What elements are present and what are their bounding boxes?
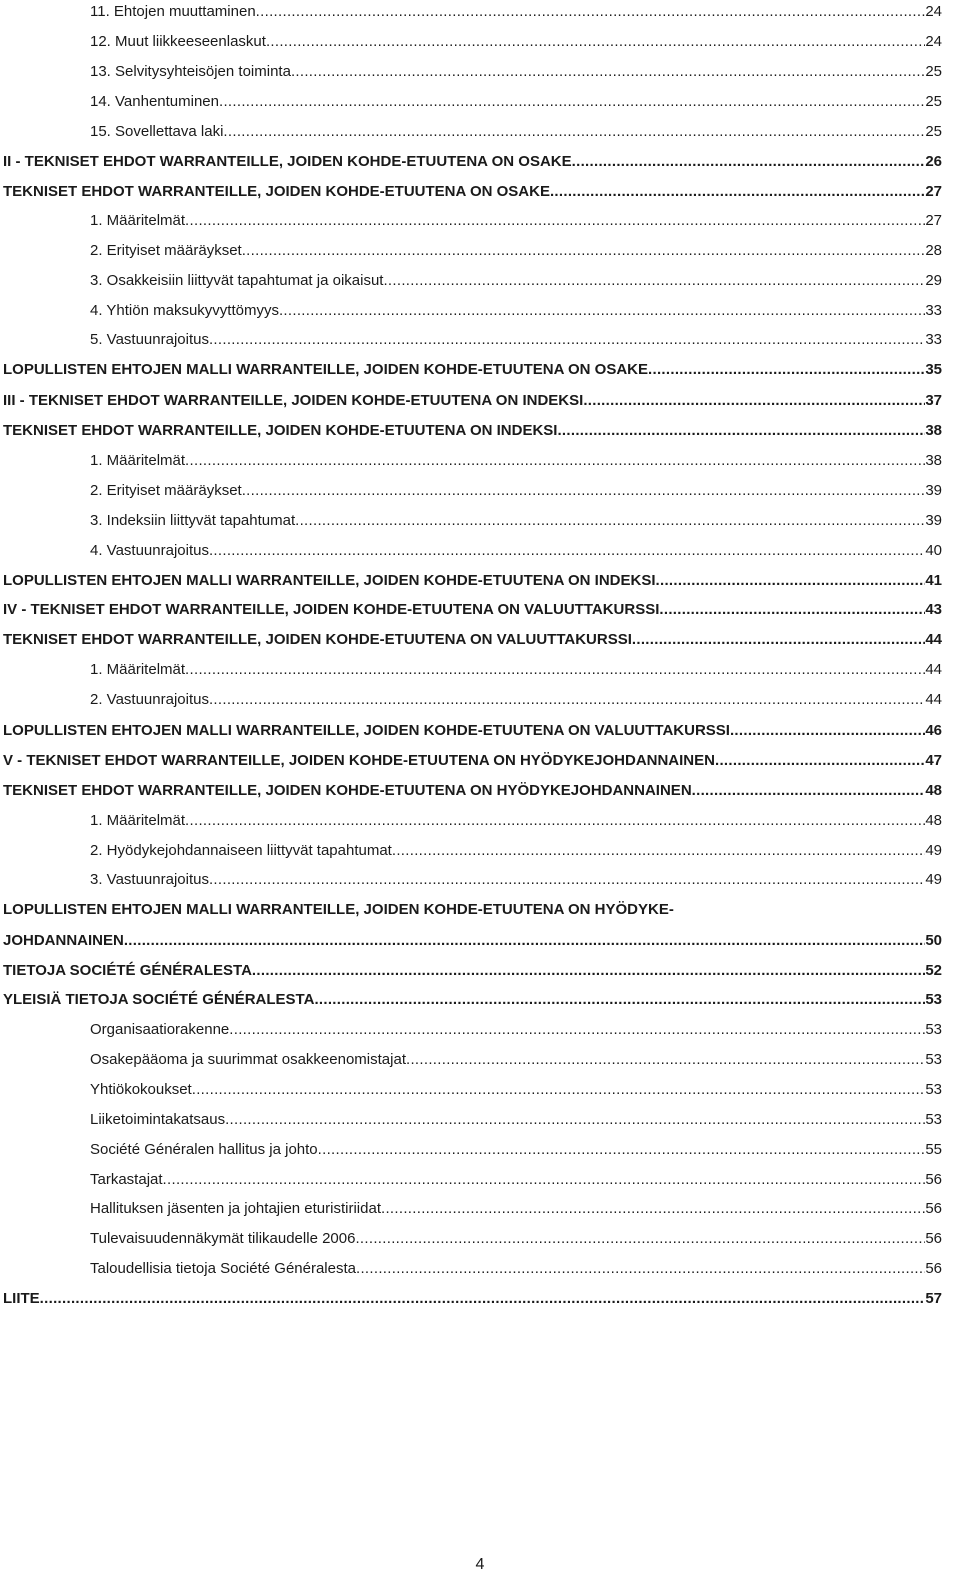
toc-entry-page: 53 bbox=[925, 1111, 942, 1128]
toc-entry[interactable] bbox=[3, 901, 942, 921]
toc-leader-dots bbox=[279, 302, 925, 319]
toc-entry-title: Liiketoimintakatsaus bbox=[90, 1111, 226, 1128]
toc-entry-page: 28 bbox=[925, 242, 942, 259]
toc-leader-dots bbox=[355, 1230, 925, 1247]
toc-leader-dots bbox=[225, 1111, 925, 1128]
toc-entry[interactable] bbox=[3, 361, 942, 381]
toc-entry-title: 2. Vastuunrajoitus bbox=[90, 691, 209, 708]
toc-entry-title: Tarkastajat bbox=[90, 1171, 163, 1188]
toc-entry-title: 5. Vastuunrajoitus bbox=[90, 331, 209, 348]
toc-entry-page: 56 bbox=[925, 1260, 942, 1277]
toc-leader-dots bbox=[124, 932, 925, 949]
toc-entry-title: 15. Sovellettava laki bbox=[90, 123, 224, 140]
toc-entry[interactable] bbox=[90, 482, 942, 502]
toc-entry-title: III - TEKNISET EHDOT WARRANTEILLE, JOIDEN KOHDE-ETUUTENA ON INDEKSI bbox=[3, 392, 584, 409]
toc-entry[interactable] bbox=[3, 722, 942, 742]
toc-entry-title: TIETOJA SOCIÉTÉ GÉNÉRALESTA bbox=[3, 962, 252, 979]
toc-entry-title: 2. Erityiset määräykset bbox=[90, 482, 242, 499]
toc-entry-page: 38 bbox=[925, 422, 942, 439]
toc-entry[interactable] bbox=[90, 661, 942, 681]
toc-entry-title: 3. Vastuunrajoitus bbox=[90, 871, 209, 888]
toc-entry-page: 41 bbox=[925, 572, 942, 589]
toc-leader-dots bbox=[185, 212, 925, 229]
toc-leader-dots bbox=[223, 123, 925, 140]
toc-entry-page: 53 bbox=[925, 1081, 942, 1098]
toc-entry-title: 3. Indeksiin liittyvät tapahtumat bbox=[90, 512, 296, 529]
toc-leader-dots bbox=[392, 842, 925, 859]
toc-entry-title: V - TEKNISET EHDOT WARRANTEILLE, JOIDEN KOHDE-ETUUTENA ON HYÖDYKEJOHDANNAINEN bbox=[3, 752, 715, 769]
toc-entry-page: 53 bbox=[925, 1021, 942, 1038]
toc-entry-title: TEKNISET EHDOT WARRANTEILLE, JOIDEN KOHDE-ETUUTENA ON INDEKSI bbox=[3, 422, 558, 439]
toc-entry-page: 48 bbox=[925, 812, 942, 829]
toc-leader-dots bbox=[242, 242, 926, 259]
toc-entry[interactable] bbox=[90, 331, 942, 351]
toc-entry-title: 2. Erityiset määräykset bbox=[90, 242, 242, 259]
toc-leader-dots bbox=[209, 331, 925, 348]
toc-entry[interactable] bbox=[90, 33, 942, 53]
toc-leader-dots bbox=[557, 422, 925, 439]
toc-entry[interactable] bbox=[90, 123, 942, 143]
toc-entry-page: 57 bbox=[925, 1290, 942, 1307]
toc-leader-dots bbox=[730, 722, 925, 739]
toc-entry-page: 46 bbox=[925, 722, 942, 739]
toc-entry[interactable] bbox=[90, 1111, 942, 1131]
toc-entry-page: 39 bbox=[925, 482, 942, 499]
toc-entry[interactable] bbox=[90, 212, 942, 232]
toc-entry-page: 43 bbox=[925, 601, 942, 618]
toc-leader-dots bbox=[356, 1260, 925, 1277]
toc-entry-title: LOPULLISTEN EHTOJEN MALLI WARRANTEILLE, JOIDEN KOHDE-ETUUTENA ON OSAKE bbox=[3, 361, 649, 378]
toc-entry[interactable] bbox=[3, 991, 942, 1011]
toc-entry-page: 53 bbox=[925, 991, 942, 1008]
toc-entry[interactable] bbox=[90, 302, 942, 322]
toc-entry-title: Hallituksen jäsenten ja johtajien eturistiriidat bbox=[90, 1200, 381, 1217]
toc-entry-title: LOPULLISTEN EHTOJEN MALLI WARRANTEILLE, JOIDEN KOHDE-ETUUTENA ON HYÖDYKE- bbox=[3, 901, 674, 918]
toc-entry-page: 56 bbox=[925, 1171, 942, 1188]
toc-entry[interactable] bbox=[90, 242, 942, 262]
toc-leader-dots bbox=[715, 752, 925, 769]
toc-entry-page: 29 bbox=[925, 272, 942, 289]
toc-entry-title: 11. Ehtojen muuttaminen bbox=[90, 3, 256, 20]
toc-entry-title: 13. Selvitysyhteisöjen toiminta bbox=[90, 63, 291, 80]
toc-entry[interactable] bbox=[3, 392, 942, 412]
toc-entry[interactable] bbox=[90, 1200, 942, 1220]
toc-entry-page: 47 bbox=[925, 752, 942, 769]
toc-leader-dots bbox=[192, 1081, 926, 1098]
toc-entry-title: TEKNISET EHDOT WARRANTEILLE, JOIDEN KOHDE-ETUUTENA ON HYÖDYKEJOHDANNAINEN bbox=[3, 782, 692, 799]
toc-leader-dots bbox=[209, 871, 925, 888]
toc-leader-dots bbox=[692, 782, 926, 799]
toc-entry[interactable] bbox=[90, 871, 942, 891]
toc-entry-title: 4. Vastuunrajoitus bbox=[90, 542, 209, 559]
toc-entry-title: 1. Määritelmät bbox=[90, 812, 186, 829]
toc-entry-title: TEKNISET EHDOT WARRANTEILLE, JOIDEN KOHDE-ETUUTENA ON VALUUTTAKURSSI bbox=[3, 631, 632, 648]
toc-entry-page: 25 bbox=[925, 123, 942, 140]
toc-leader-dots bbox=[209, 542, 925, 559]
toc-entry[interactable] bbox=[3, 962, 942, 982]
toc-entry[interactable] bbox=[90, 512, 942, 532]
toc-entry-title: JOHDANNAINEN bbox=[3, 932, 124, 949]
toc-entry-title: 2. Hyödykejohdannaiseen liittyvät tapahtumat bbox=[90, 842, 392, 859]
toc-entry[interactable] bbox=[3, 572, 942, 592]
toc-entry-title: 1. Määritelmät bbox=[90, 212, 186, 229]
toc-entry[interactable] bbox=[90, 1141, 942, 1161]
toc-entry-title: Osakepääoma ja suurimmat osakkeenomistajat bbox=[90, 1051, 406, 1068]
toc-entry-page: 56 bbox=[925, 1230, 942, 1247]
toc-entry-page: 25 bbox=[925, 93, 942, 110]
toc-leader-dots bbox=[648, 361, 925, 378]
toc-entry[interactable] bbox=[90, 1021, 942, 1041]
toc-entry[interactable] bbox=[90, 272, 942, 292]
toc-entry-title: IV - TEKNISET EHDOT WARRANTEILLE, JOIDEN KOHDE-ETUUTENA ON VALUUTTAKURSSI bbox=[3, 601, 660, 618]
toc-leader-dots bbox=[209, 691, 925, 708]
toc-entry-page: 26 bbox=[925, 153, 942, 170]
toc-entry-page: 44 bbox=[925, 631, 942, 648]
toc-entry-page: 35 bbox=[925, 361, 942, 378]
toc-entry-page: 52 bbox=[925, 962, 942, 979]
toc-entry-page: 55 bbox=[925, 1141, 942, 1158]
toc-entry[interactable] bbox=[3, 932, 942, 952]
toc-entry[interactable] bbox=[90, 1171, 942, 1191]
toc-entry-title: 3. Osakkeisiin liittyvät tapahtumat ja oikaisut bbox=[90, 272, 384, 289]
toc-entry[interactable] bbox=[3, 601, 942, 621]
toc-leader-dots bbox=[185, 452, 925, 469]
toc-entry-title: YLEISIÄ TIETOJA SOCIÉTÉ GÉNÉRALESTA bbox=[3, 991, 315, 1008]
toc-entry[interactable] bbox=[90, 1260, 942, 1280]
page-number: 4 bbox=[475, 1556, 485, 1573]
toc-entry-page: 39 bbox=[925, 512, 942, 529]
toc-leader-dots bbox=[406, 1051, 925, 1068]
toc-entry-title: TEKNISET EHDOT WARRANTEILLE, JOIDEN KOHDE-ETUUTENA ON OSAKE bbox=[3, 183, 550, 200]
toc-entry-title: II - TEKNISET EHDOT WARRANTEILLE, JOIDEN KOHDE-ETUUTENA ON OSAKE bbox=[3, 153, 572, 170]
toc-entry-page: 48 bbox=[925, 782, 942, 799]
toc-entry-title: Organisaatiorakenne bbox=[90, 1021, 230, 1038]
toc-entry-title: LOPULLISTEN EHTOJEN MALLI WARRANTEILLE, JOIDEN KOHDE-ETUUTENA ON VALUUTTAKURSSI bbox=[3, 722, 730, 739]
toc-entry[interactable] bbox=[90, 1081, 942, 1101]
toc-entry[interactable] bbox=[3, 752, 942, 772]
toc-entry-page: 24 bbox=[925, 3, 942, 20]
toc-entry-page: 24 bbox=[925, 33, 942, 50]
toc-entry-title: Société Généralen hallitus ja johto bbox=[90, 1141, 318, 1158]
toc-entry[interactable] bbox=[90, 542, 942, 562]
toc-leader-dots bbox=[266, 33, 925, 50]
toc-entry-page: 25 bbox=[925, 63, 942, 80]
toc-entry[interactable] bbox=[3, 782, 942, 802]
toc-leader-dots bbox=[381, 1200, 925, 1217]
toc-leader-dots bbox=[583, 392, 925, 409]
toc-entry[interactable] bbox=[90, 63, 942, 83]
toc-entry-page: 50 bbox=[925, 932, 942, 949]
toc-entry[interactable] bbox=[90, 93, 942, 113]
toc-entry-title: 1. Määritelmät bbox=[90, 452, 186, 469]
toc-leader-dots bbox=[256, 3, 926, 20]
toc-leader-dots bbox=[242, 482, 926, 499]
toc-entry[interactable] bbox=[3, 422, 942, 442]
toc-entry-page: 40 bbox=[925, 542, 942, 559]
toc-entry-page: 53 bbox=[925, 1051, 942, 1068]
toc-leader-dots bbox=[163, 1171, 926, 1188]
toc-entry-title: Tulevaisuudennäkymät tilikaudelle 2006 bbox=[90, 1230, 356, 1247]
toc-leader-dots bbox=[229, 1021, 925, 1038]
toc-entry[interactable] bbox=[3, 631, 942, 651]
toc-entry-page: 44 bbox=[925, 691, 942, 708]
toc-leader-dots bbox=[295, 512, 925, 529]
toc-leader-dots bbox=[572, 153, 926, 170]
toc-entry[interactable] bbox=[90, 3, 942, 23]
toc-leader-dots bbox=[659, 601, 925, 618]
toc-entry[interactable] bbox=[90, 812, 942, 832]
toc-leader-dots bbox=[632, 631, 925, 648]
toc-entry-title: 14. Vanhentuminen bbox=[90, 93, 219, 110]
toc-entry-title: 12. Muut liikkeeseenlaskut bbox=[90, 33, 266, 50]
toc-leader-dots bbox=[219, 93, 925, 110]
toc-entry-page: 27 bbox=[925, 212, 942, 229]
toc-entry-page: 38 bbox=[925, 452, 942, 469]
toc-entry-page: 33 bbox=[925, 331, 942, 348]
toc-leader-dots bbox=[252, 962, 925, 979]
toc-leader-dots bbox=[550, 183, 925, 200]
toc-leader-dots bbox=[314, 991, 925, 1008]
toc-entry-page: 37 bbox=[925, 392, 942, 409]
toc-entry-page: 27 bbox=[925, 183, 942, 200]
toc-leader-dots bbox=[291, 63, 925, 80]
toc-entry-title: 4. Yhtiön maksukyvyttömyys bbox=[90, 302, 279, 319]
toc-leader-dots bbox=[185, 812, 925, 829]
toc-leader-dots bbox=[185, 661, 925, 678]
toc-leader-dots bbox=[383, 272, 925, 289]
toc-entry-page: 56 bbox=[925, 1200, 942, 1217]
toc-entry-page: 49 bbox=[925, 871, 942, 888]
toc-leader-dots bbox=[656, 572, 926, 589]
toc-entry-page: 49 bbox=[925, 842, 942, 859]
toc-entry[interactable] bbox=[3, 153, 942, 173]
toc-entry[interactable] bbox=[3, 1290, 942, 1310]
toc-leader-dots bbox=[40, 1290, 926, 1307]
toc-entry-title: 1. Määritelmät bbox=[90, 661, 186, 678]
toc-entry-title: LIITE bbox=[3, 1290, 40, 1307]
toc-entry-page: 33 bbox=[925, 302, 942, 319]
toc-entry-title: Yhtiökokoukset bbox=[90, 1081, 192, 1098]
toc-entry-title: Taloudellisia tietoja Société Généralesta bbox=[90, 1260, 356, 1277]
toc-entry-page: 44 bbox=[925, 661, 942, 678]
toc-entry[interactable] bbox=[90, 842, 942, 862]
toc-entry[interactable] bbox=[90, 452, 942, 472]
toc-leader-dots bbox=[318, 1141, 926, 1158]
toc-entry[interactable] bbox=[90, 1051, 942, 1071]
toc-entry[interactable] bbox=[90, 691, 942, 711]
toc-entry-title: LOPULLISTEN EHTOJEN MALLI WARRANTEILLE, JOIDEN KOHDE-ETUUTENA ON INDEKSI bbox=[3, 572, 656, 589]
toc-entry[interactable] bbox=[3, 183, 942, 203]
toc-entry[interactable] bbox=[90, 1230, 942, 1250]
